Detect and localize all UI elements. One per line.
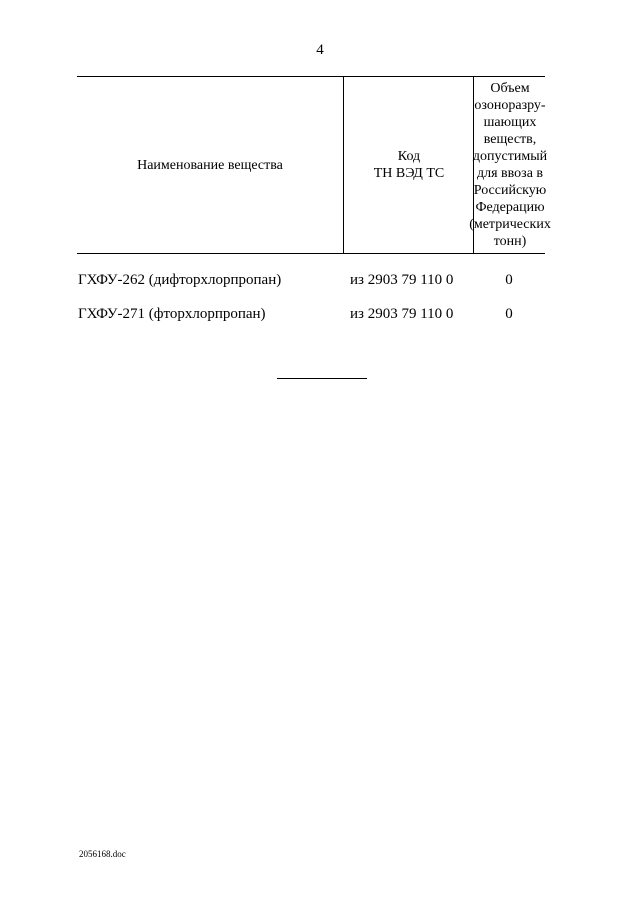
header-substance-name: Наименование вещества <box>137 157 283 173</box>
header-code <box>343 77 474 253</box>
row-volume: 0 <box>505 306 513 322</box>
header-volume-line: для ввоза в <box>476 166 544 181</box>
row-substance-name: ГХФУ-271 (фторхлорпропан) <box>78 306 266 322</box>
table-body <box>77 272 545 340</box>
end-divider <box>277 378 367 379</box>
row-code: из 2903 79 110 0 <box>350 306 454 322</box>
header-volume-line: веществ, <box>483 132 537 147</box>
header-volume-line: шающих <box>483 115 537 130</box>
table-row <box>77 306 545 340</box>
file-name-footer: 2056168.doc <box>79 849 126 859</box>
header-volume-line: допустимый <box>472 149 548 164</box>
row-substance-name: ГХФУ-262 (дифторхлорпропан) <box>78 272 282 288</box>
header-volume-line: (метрических <box>469 217 551 232</box>
table-header-row <box>77 76 551 254</box>
header-volume-line: озоноразру- <box>474 98 546 113</box>
table-row <box>77 272 545 306</box>
header-volume-line: тонн) <box>493 234 527 249</box>
header-volume-line: Объем <box>490 81 530 96</box>
header-code-line: Код <box>397 149 421 164</box>
page-number: 4 <box>316 42 324 58</box>
row-volume: 0 <box>505 272 513 288</box>
row-code: из 2903 79 110 0 <box>350 272 454 288</box>
substance-table <box>77 76 551 340</box>
header-volume-line: Федерацию <box>475 200 545 215</box>
header-volume <box>469 77 551 253</box>
header-volume-line: Российскую <box>473 183 547 198</box>
header-code-line: ТН ВЭД ТС <box>373 166 445 181</box>
